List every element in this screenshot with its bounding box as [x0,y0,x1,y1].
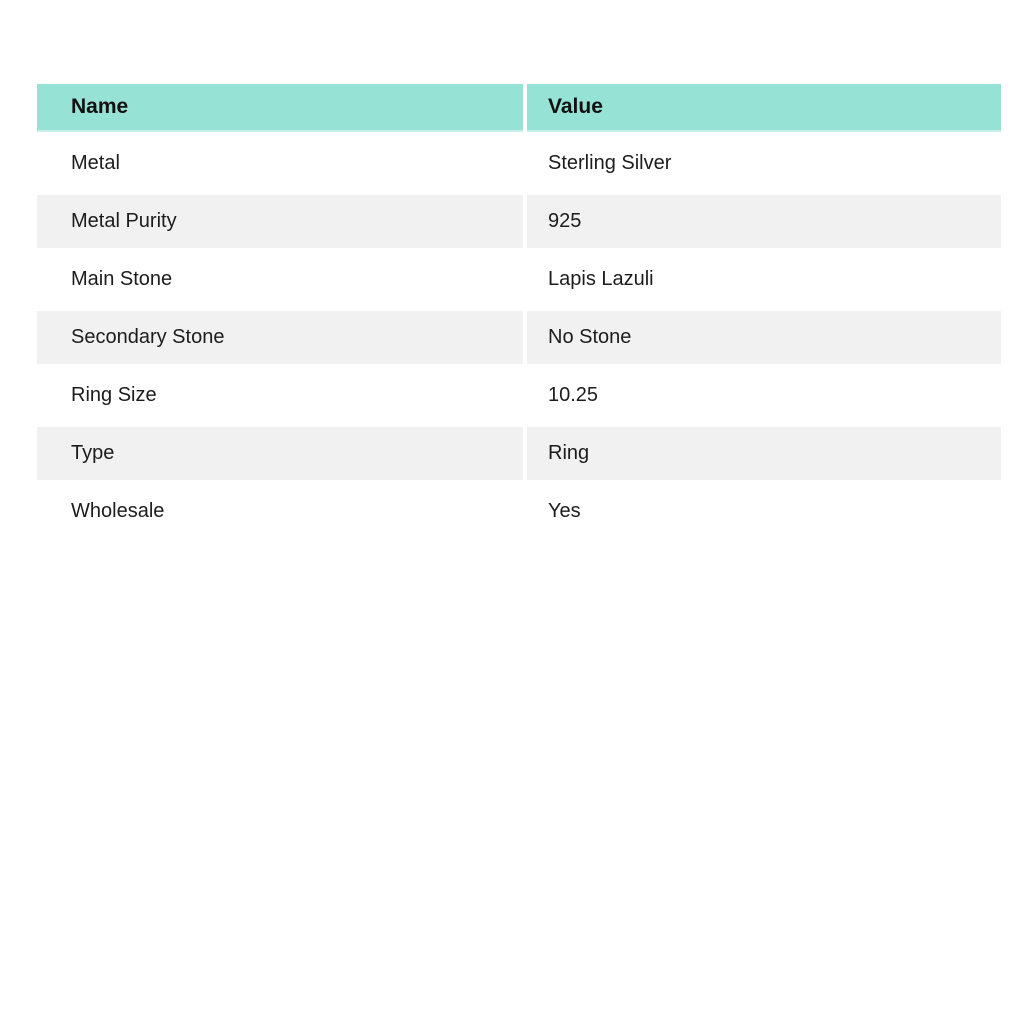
attribute-name-cell: Secondary Stone [37,311,523,364]
attribute-name-cell: Wholesale [37,485,523,538]
attribute-name-cell: Metal Purity [37,195,523,248]
attribute-value-cell: 925 [527,195,1001,248]
attribute-name-cell: Type [37,427,523,480]
column-header-value: Value [527,84,1001,132]
attribute-value-cell: No Stone [527,311,1001,364]
attribute-value-cell: Lapis Lazuli [527,253,1001,306]
attribute-value-cell: Yes [527,485,1001,538]
attribute-value-cell: Sterling Silver [527,137,1001,190]
attribute-name-cell: Ring Size [37,369,523,422]
attribute-name-cell: Main Stone [37,253,523,306]
attribute-name-cell: Metal [37,137,523,190]
column-header-name: Name [37,84,523,132]
attribute-value-cell: Ring [527,427,1001,480]
attributes-grid [37,84,1001,538]
attributes-table [37,84,1001,538]
attribute-value-cell: 10.25 [527,369,1001,422]
